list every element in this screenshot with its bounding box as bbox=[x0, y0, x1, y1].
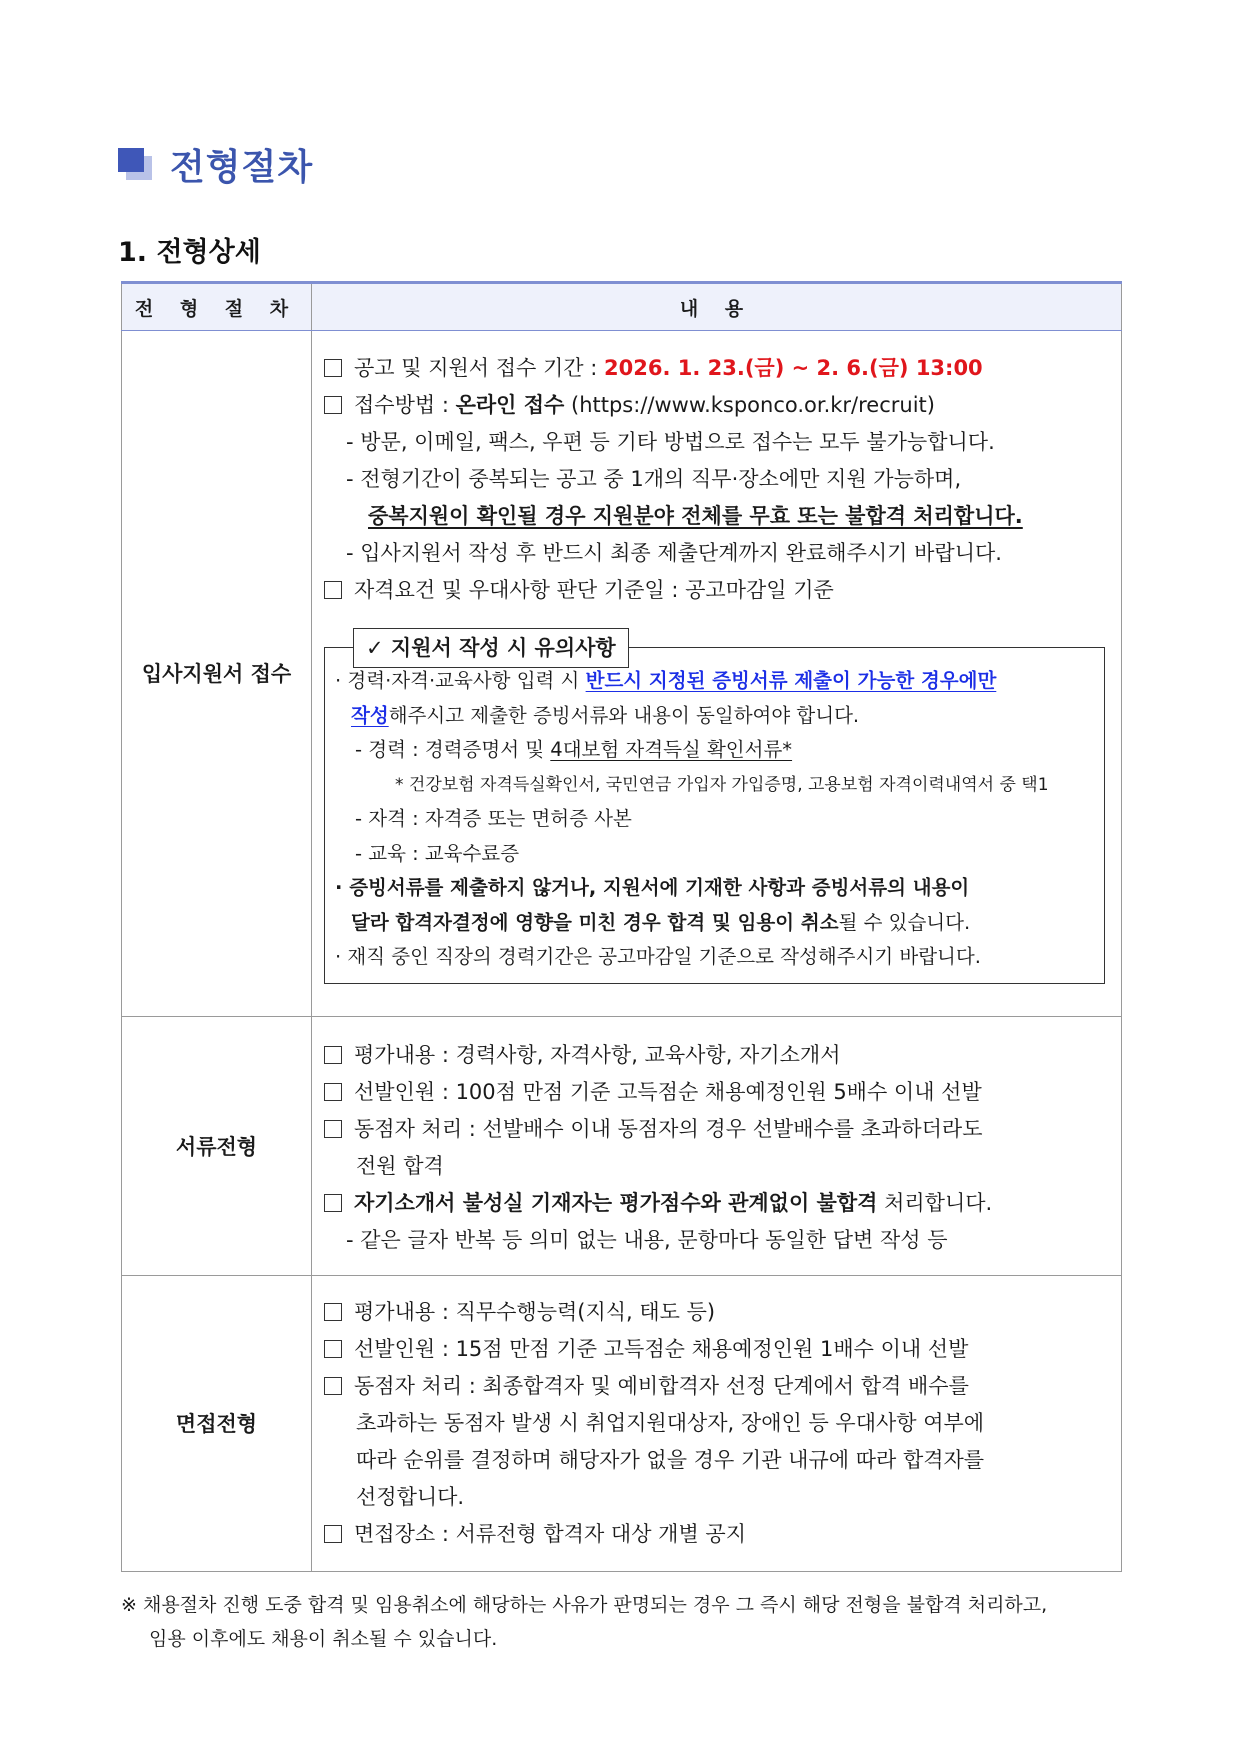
list-item: 초과하는 동점자 발생 시 취업지원대상자, 장애인 등 우대사항 여부에 bbox=[356, 1410, 985, 1435]
notice-item: - 경력 : 경력증명서 및 4대보험 자격득실 확인서류* bbox=[355, 738, 793, 761]
notice-item: · 경력·자격·교육사항 입력 시 반드시 지정된 증빙서류 제출이 가능한 경우에만 bbox=[335, 669, 997, 692]
checkbox-square-icon bbox=[324, 1525, 342, 1543]
stage-label: 입사지원서 접수 bbox=[122, 331, 312, 1017]
list-item: 자격요건 및 우대사항 판단 기준일 : 공고마감일 기준 bbox=[324, 572, 1105, 609]
checkbox-square-icon bbox=[324, 1120, 342, 1138]
checkbox-square-icon bbox=[324, 1046, 342, 1064]
section-title: 전형절차 bbox=[170, 146, 314, 188]
list-item: 따라 순위를 결정하며 해당자가 없을 경우 기관 내규에 따라 합격자를 bbox=[356, 1447, 985, 1472]
list-item: - 같은 글자 반복 등 의미 없는 내용, 문항마다 동일한 답변 작성 등 bbox=[346, 1227, 948, 1252]
footnote-line: ※ 채용절차 진행 도중 합격 및 임용취소에 해당하는 사유가 판명되는 경우 그 즉시 해당 전형을 불합격 처리하고, bbox=[121, 1594, 1048, 1616]
list-item: 동점자 처리 : 최종합격자 및 예비합격자 선정 단계에서 합격 배수를 bbox=[324, 1368, 1105, 1405]
stage-content bbox=[312, 331, 1122, 1017]
checkbox-square-icon bbox=[324, 1303, 342, 1321]
list-item: 평가내용 : 경력사항, 자격사항, 교육사항, 자기소개서 bbox=[324, 1037, 1105, 1074]
application-period: 2026. 1. 23.(금) ~ 2. 6.(금) 13:00 bbox=[604, 356, 983, 380]
table-header-row bbox=[122, 283, 1122, 331]
list-item: 선정합니다. bbox=[356, 1484, 465, 1509]
stage-content bbox=[312, 1016, 1122, 1275]
list-item: 선발인원 : 100점 만점 기준 고득점순 채용예정인원 5배수 이내 선발 bbox=[324, 1074, 1105, 1111]
notice-item: · 증빙서류를 제출하지 않거나, 지원서에 기재한 사항과 증빙서류의 내용이 bbox=[335, 876, 970, 899]
section-heading bbox=[118, 140, 313, 188]
checkbox-square-icon bbox=[324, 1377, 342, 1395]
list-item: 자기소개서 불성실 기재자는 평가점수와 관계없이 불합격 처리합니다. bbox=[324, 1185, 1105, 1222]
notice-footnote: * 건강보험 자격득실확인서, 국민연금 가입자 가입증명, 고용보험 자격이력내역서 중 택1 bbox=[395, 774, 1049, 795]
notice-item: - 자격 : 자격증 또는 면허증 사본 bbox=[355, 807, 632, 830]
notice-title: ✓ 지원서 작성 시 유의사항 bbox=[353, 628, 629, 668]
checkbox-square-icon bbox=[324, 1083, 342, 1101]
list-item: 공고 및 지원서 접수 기간 : 2026. 1. 23.(금) ~ 2. 6.(금) 13:00 bbox=[324, 350, 1105, 387]
list-item: 전원 합격 bbox=[356, 1153, 444, 1178]
header-content: 내 용 bbox=[312, 283, 1122, 331]
stage-label: 면접전형 bbox=[122, 1275, 312, 1571]
square-bullet-icon bbox=[118, 148, 154, 180]
checkbox-square-icon bbox=[324, 1340, 342, 1358]
checkbox-square-icon bbox=[324, 359, 342, 377]
selection-process-table bbox=[121, 281, 1122, 1572]
footnote bbox=[121, 1588, 1122, 1656]
recruit-url: (https://www.ksponco.or.kr/recruit) bbox=[564, 393, 935, 417]
list-item: 동점자 처리 : 선발배수 이내 동점자의 경우 선발배수를 초과하더라도 bbox=[324, 1111, 1105, 1148]
list-item: 중복지원이 확인될 경우 지원분야 전체를 무효 또는 불합격 처리합니다. bbox=[368, 504, 1023, 528]
list-item: - 전형기간이 중복되는 공고 중 1개의 직무·장소에만 지원 가능하며, bbox=[346, 467, 962, 491]
list-item: 평가내용 : 직무수행능력(지식, 태도 등) bbox=[324, 1294, 1105, 1331]
checkbox-square-icon bbox=[324, 581, 342, 599]
header-stage: 전 형 절 차 bbox=[122, 283, 312, 331]
notice-item: · 재직 중인 직장의 경력기간은 공고마감일 기준으로 작성해주시기 바랍니다. bbox=[335, 945, 981, 968]
checkbox-square-icon bbox=[324, 396, 342, 414]
list-item: 선발인원 : 15점 만점 기준 고득점순 채용예정인원 1배수 이내 선발 bbox=[324, 1331, 1105, 1368]
notice-box bbox=[324, 636, 1105, 984]
stage-label: 서류전형 bbox=[122, 1016, 312, 1275]
table-row bbox=[122, 1016, 1122, 1275]
stage-content bbox=[312, 1275, 1122, 1571]
list-item: - 입사지원서 작성 후 반드시 최종 제출단계까지 완료해주시기 바랍니다. bbox=[346, 541, 1002, 565]
checkbox-square-icon bbox=[324, 1194, 342, 1212]
notice-item: 작성해주시고 제출한 증빙서류와 내용이 동일하여야 합니다. bbox=[351, 703, 860, 727]
list-item: - 방문, 이메일, 팩스, 우편 등 기타 방법으로 접수는 모두 불가능합니다. bbox=[346, 430, 995, 454]
table-row bbox=[122, 1275, 1122, 1571]
list-item: 접수방법 : 온라인 접수 (https://www.ksponco.or.kr/recruit) bbox=[324, 387, 1105, 424]
subsection-title: 1. 전형상세 bbox=[118, 237, 261, 268]
footnote-line: 임용 이후에도 채용이 취소될 수 있습니다. bbox=[149, 1628, 498, 1650]
notice-item: - 교육 : 교육수료증 bbox=[355, 841, 520, 865]
table-row bbox=[122, 331, 1122, 1017]
notice-item: 달라 합격자결정에 영향을 미친 경우 합격 및 임용이 취소될 수 있습니다. bbox=[351, 910, 971, 934]
list-item: 면접장소 : 서류전형 합격자 대상 개별 공지 bbox=[324, 1516, 1105, 1553]
